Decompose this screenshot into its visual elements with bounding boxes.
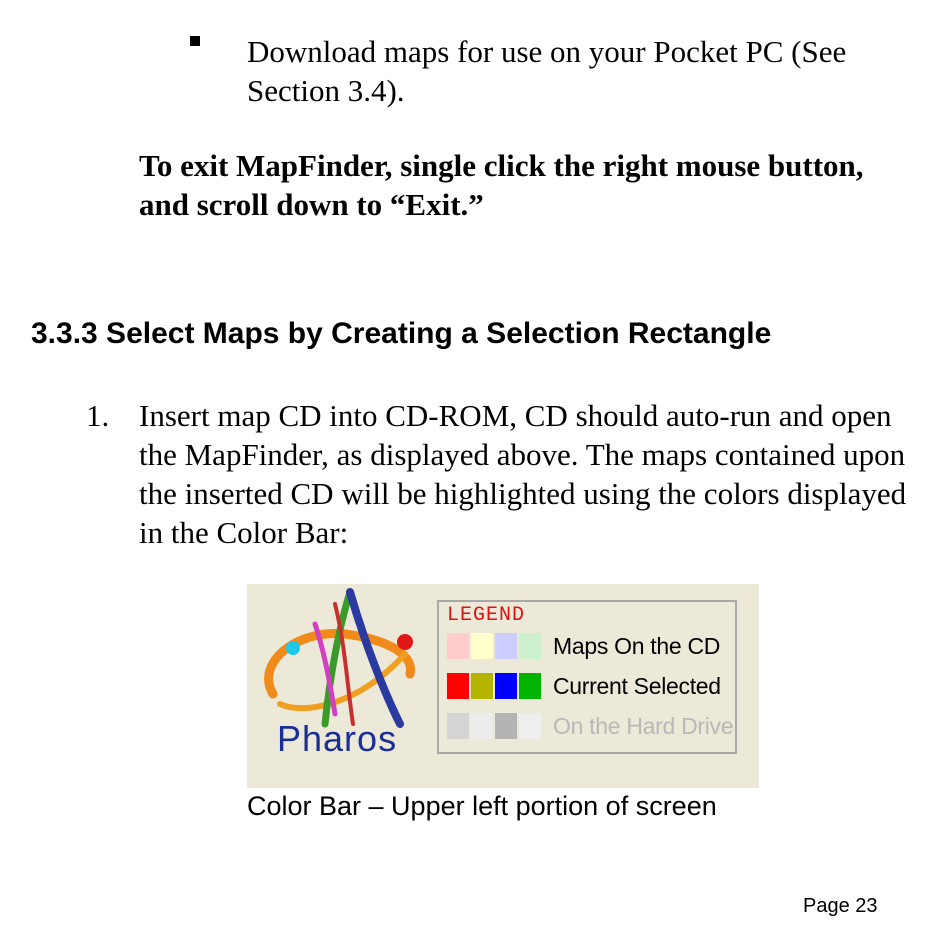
swatch — [471, 673, 493, 699]
step-number: 1. — [86, 398, 110, 433]
legend-row-maps-on-cd — [447, 633, 737, 663]
legend-label: Current Selected — [553, 673, 721, 699]
bullet-square-icon — [190, 36, 200, 46]
swatch — [495, 673, 517, 699]
legend-label: Maps On the CD — [553, 633, 721, 659]
legend-row-on-hard-drive — [447, 713, 737, 743]
color-bar-figure — [247, 584, 759, 788]
swatch — [447, 633, 469, 659]
legend-title: LEGEND — [447, 604, 526, 627]
logo-wordmark: Pharos — [277, 718, 398, 759]
page-number: Page 23 — [803, 895, 878, 917]
legend-label: On the Hard Drive — [553, 713, 734, 739]
swatch — [519, 713, 541, 739]
swatch — [495, 713, 517, 739]
figure-caption: Color Bar – Upper left portion of screen — [247, 791, 717, 821]
swatch — [471, 713, 493, 739]
exit-instruction: To exit MapFinder, single click the right mouse button, and scroll down to “Exit.” — [139, 148, 864, 222]
swatch — [519, 673, 541, 699]
swatch — [519, 633, 541, 659]
swatch — [495, 633, 517, 659]
section-heading: 3.3.3 Select Maps by Creating a Selection Rectangle — [31, 317, 772, 350]
pharos-logo — [255, 584, 425, 764]
swatch — [447, 673, 469, 699]
legend-row-current-selected — [447, 673, 737, 703]
swatch — [447, 713, 469, 739]
swatch — [471, 633, 493, 659]
step-text: Insert map CD into CD-ROM, CD should auto-run and open the MapFinder, as displayed above. The maps contained upon the inserted CD will be highlighted using the colors displayed in the Color Bar: — [139, 398, 907, 550]
bullet-text: Download maps for use on your Pocket PC (See Section 3.4). — [247, 34, 847, 108]
legend-box — [437, 600, 737, 754]
